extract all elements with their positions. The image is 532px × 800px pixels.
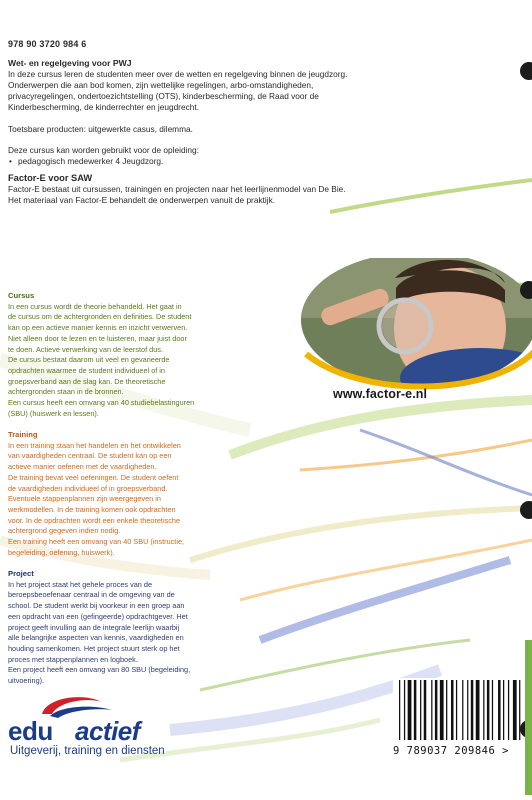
project-line: beroepsbeoefenaar centraal in de omgeving van de	[8, 590, 175, 600]
barcode-bar	[435, 680, 438, 740]
barcode-number: 9 789037 209846 >	[393, 745, 509, 757]
barcode-bar	[408, 680, 412, 740]
project-line: alle belangrijke aspecten van kennis, vaardigheden en	[8, 633, 184, 643]
opleiding-item: • pedagogisch medewerker 4 Jeugdzorg.	[8, 156, 438, 167]
training-line: Eventuele stappenplannen zijn weergegeven in	[8, 494, 161, 504]
barcode-bar	[446, 680, 447, 740]
barcode-bar	[424, 680, 427, 740]
barcode-bar	[440, 680, 444, 740]
eduactief-logo	[8, 690, 208, 770]
cursus-section	[8, 291, 240, 419]
barcode-bar	[503, 680, 504, 740]
factor-line: Factor-E bestaat uit cursussen, trainingen en projecten naar het leerlijnenmodel van De Bie.	[8, 184, 346, 195]
training-line: van vaardigheden centraal. De student kan op een	[8, 451, 172, 461]
barcode-bar	[399, 680, 400, 740]
training-line: In een training staan het handelen en het ontwikkelen	[8, 440, 181, 450]
barcode-bar	[467, 680, 468, 740]
barcode-bar	[451, 680, 454, 740]
course-title: Wet- en regelgeving voor PWJ	[8, 58, 132, 68]
barcode-bar	[487, 680, 490, 740]
side-color-tab	[525, 640, 532, 795]
cursus-line: (SBU) (huiswerk en lessen).	[8, 408, 99, 418]
project-line: proces met stappenplannen en logboek.	[8, 654, 138, 664]
cursus-line: De cursus bestaat daarom uit veel en gevarieerde	[8, 355, 170, 365]
training-line: achtergrond gegeven indien nodig.	[8, 526, 121, 536]
binder-hole	[520, 62, 532, 80]
factor-line: Het materiaal van Factor-E behandelt de onderwerpen vanuit de praktijk.	[8, 195, 276, 206]
intro-line: privacyregelingen, ondertoezichtstelling (OTS), kinderbescherming, de Raad voor de	[8, 90, 319, 101]
cursus-line: kan op een actieve manier kennis en inzicht verwerven.	[8, 323, 188, 333]
child-magnifier-photo	[300, 258, 532, 393]
project-line: In het project staat het gehele proces van de	[8, 579, 153, 589]
cursus-line: te doen. Actieve verwerking van de leerstof dus.	[8, 344, 163, 354]
barcode-bar	[476, 680, 480, 740]
barcode-bar	[431, 680, 432, 740]
barcode-bars	[393, 678, 523, 742]
barcode-bar	[414, 680, 417, 740]
binder-hole	[520, 501, 532, 519]
training-line: voor. In de opdrachten wordt een enkele theoretische	[8, 515, 180, 525]
factor-title: Factor-E voor SAW	[8, 173, 93, 184]
cursus-line: Een cursus heeft een omvang van 40 studiebelastinguren	[8, 398, 195, 408]
isbn-barcode	[393, 678, 523, 766]
project-line: school. De student werkt bij voorkeur in een groep aan	[8, 601, 185, 611]
intro-line: Onderwerpen die aan bod komen, zijn wettelijke regelingen, arbo-omstandigheden,	[8, 79, 314, 90]
barcode-bar	[508, 680, 509, 740]
intro-line: Kinderbescherming, de kinderrechter en jeugdrecht.	[8, 101, 199, 112]
project-section	[8, 569, 240, 687]
training-title: Training	[8, 430, 38, 439]
barcode-bar	[420, 680, 421, 740]
training-line: werkmodellen. In de training komen ook opdrachten	[8, 504, 176, 514]
cursus-line: opdrachten waarmee de student individueel of in	[8, 365, 165, 375]
training-line: Een training heeft een omvang van 40 SBU (instructie,	[8, 537, 185, 547]
project-line: houding samenkomen. Het project stuurt sterk op het	[8, 643, 180, 653]
cursus-title: Cursus	[8, 291, 35, 300]
cursus-line: de cursus om de achtergronden en definities. De student	[8, 312, 192, 322]
project-line: een opdracht van een (gefingeerde) opdrachtgever. Het	[8, 611, 188, 621]
barcode-bar	[404, 680, 405, 740]
training-section	[8, 430, 240, 558]
publisher-tagline: Uitgeverij, training en diensten	[10, 745, 165, 757]
barcode-bar	[513, 680, 517, 740]
logo-edu-text: edu	[8, 716, 53, 746]
logo-actief-text: actief	[75, 716, 140, 746]
project-line: Een project heeft een omvang van 80 SBU (begeleiding,	[8, 665, 191, 675]
intro-line: In deze cursus leren de studenten meer over de wetten en regelgeving binnen de jeugdzorg.	[8, 68, 348, 79]
training-line: actieve manier oefenen met de vaardigheden.	[8, 462, 157, 472]
training-line: de vaardigheden individueel of in groepsverband.	[8, 483, 168, 493]
barcode-bar	[471, 680, 474, 740]
binder-hole	[520, 281, 532, 299]
project-line: project geeft invulling aan de integrale leerlijn waarbij	[8, 622, 180, 632]
barcode-bar	[462, 680, 463, 740]
intro-section	[8, 58, 438, 206]
training-line: begeleiding, oefening, huiswerk).	[8, 547, 115, 557]
training-line: De training bevat veel oefeningen. De student oefent	[8, 472, 179, 482]
barcode-bar	[483, 680, 484, 740]
barcode-bar	[456, 680, 457, 740]
isbn-number: 978 90 3720 984 6	[8, 39, 87, 49]
barcode-bar	[492, 680, 493, 740]
website-url[interactable]: www.factor-e.nl	[333, 387, 428, 401]
cursus-line: groepsverband aan de slag kan. De theoretische	[8, 376, 166, 386]
cursus-line: achtergronden staan in de bronnen.	[8, 387, 124, 397]
cursus-line: In een cursus wordt de theorie behandeld. Het gaat in	[8, 301, 182, 311]
project-line: uitvoering).	[8, 676, 45, 686]
barcode-bar	[498, 680, 501, 740]
opleiding-intro: Deze cursus kan worden gebruikt voor de opleiding:	[8, 145, 199, 156]
project-title: Project	[8, 569, 34, 578]
toetsbare-producten: Toetsbare producten: uitgewerkte casus, dilemma.	[8, 123, 193, 134]
cursus-line: Niet alleen door te lezen en te luisteren, maar juist door	[8, 333, 187, 343]
